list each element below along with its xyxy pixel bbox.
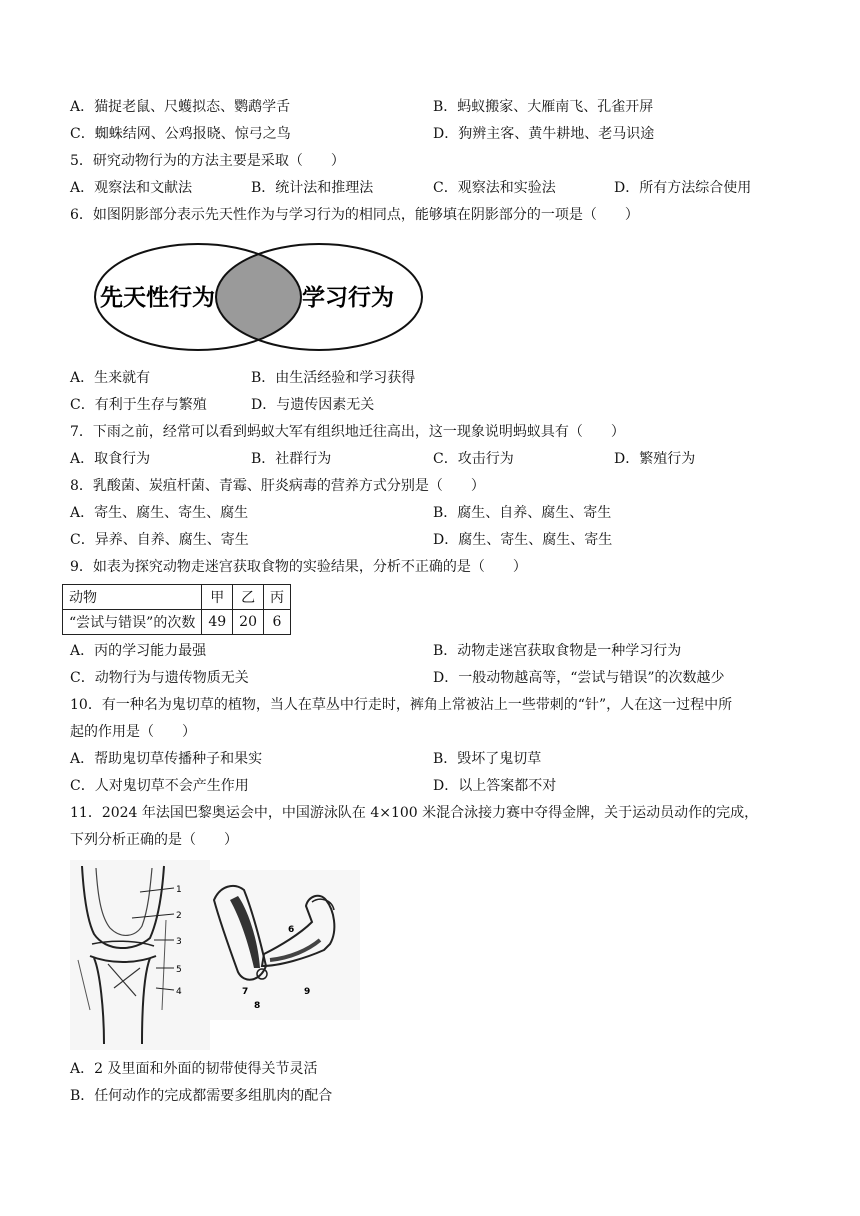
knee-label-2: 2 — [176, 911, 182, 921]
q8-stem: 8．乳酸菌、炭疽杆菌、青霉、肝炎病毒的营养方式分别是（ ） — [70, 478, 485, 494]
q4-option-d: D．狗辨主客、黄牛耕地、老马识途 — [433, 126, 655, 142]
q10-option-c: C．人对鬼切草不会产生作用 — [70, 778, 249, 794]
venn-left-label: 先天性行为 — [100, 285, 215, 311]
q7-option-b: B．社群行为 — [251, 451, 332, 467]
knee-label-1: 1 — [176, 885, 182, 895]
q9-results-table — [62, 584, 291, 635]
q10-option-d: D．以上答案都不对 — [433, 778, 557, 794]
q8-option-b: B．腐生、自养、腐生、寄生 — [433, 505, 612, 521]
arm-label-7: 7 — [242, 987, 249, 997]
table-header-cell: 乙 — [233, 585, 264, 610]
arm-muscle-diagram — [200, 870, 360, 1020]
table-header-cell: 甲 — [202, 585, 233, 610]
q11-stem-line2: 下列分析正确的是（ ） — [70, 832, 238, 848]
venn-right-label: 学习行为 — [302, 285, 394, 311]
q10-option-b: B．毁坏了鬼切草 — [433, 751, 542, 767]
table-cell: “尝试与错误”的次数 — [63, 610, 202, 635]
q11-option-b: B．任何动作的完成都需要多组肌肉的配合 — [70, 1088, 333, 1104]
q7-stem: 7．下雨之前，经常可以看到蚂蚁大军有组织地迁往高出，这一现象说明蚂蚁具有（ ） — [70, 424, 625, 440]
q7-option-c: C．攻击行为 — [433, 451, 514, 467]
q5-option-c: C．观察法和实验法 — [433, 180, 556, 196]
q5-stem: 5．研究动物行为的方法主要是采取（ ） — [70, 153, 345, 169]
q5-option-a: A．观察法和文献法 — [70, 180, 193, 196]
q6-option-a: A．生来就有 — [70, 370, 151, 386]
q10-stem-line1: 10．有一种名为鬼切草的植物，当人在草丛中行走时，裤角上常被沾上一些带刺的“针”，人在这一过程中所 — [70, 697, 733, 713]
q4-option-c: C．蜘蛛结网、公鸡报晓、惊弓之鸟 — [70, 126, 291, 142]
q5-option-d: D．所有方法综合使用 — [614, 180, 752, 196]
q9-stem: 9．如表为探究动物走迷宫获取食物的实验结果，分析不正确的是（ ） — [70, 559, 527, 575]
q10-option-a: A．帮助鬼切草传播种子和果实 — [70, 751, 263, 767]
q7-option-a: A．取食行为 — [70, 451, 151, 467]
knee-label-3: 3 — [176, 937, 182, 947]
arm-label-8: 8 — [254, 1001, 261, 1011]
q11-stem-line1: 11．2024 年法国巴黎奥运会中，中国游泳队在 4×100 米混合泳接力赛中夺得金牌，关于运动员动作的完成， — [70, 805, 759, 821]
q4-option-a: A．猫捉老鼠、尺蠖拟态、鹦鹉学舌 — [70, 99, 291, 115]
table-cell: 6 — [263, 610, 290, 635]
q8-option-d: D．腐生、寄生、腐生、寄生 — [433, 532, 613, 548]
table-row — [63, 610, 291, 635]
q9-option-b: B．动物走迷宫获取食物是一种学习行为 — [433, 643, 682, 659]
table-header-cell: 动物 — [63, 585, 202, 610]
q6-option-d: D．与遗传因素无关 — [251, 397, 375, 413]
q8-option-c: C．异养、自养、腐生、寄生 — [70, 532, 249, 548]
arm-label-9: 9 — [304, 987, 311, 997]
knee-label-5: 5 — [176, 965, 182, 975]
q6-option-b: B．由生活经验和学习获得 — [251, 370, 416, 386]
q11-option-a: A．2 及里面和外面的韧带使得关节灵活 — [70, 1061, 318, 1077]
q8-option-a: A．寄生、腐生、寄生、腐生 — [70, 505, 249, 521]
q9-option-c: C．动物行为与遗传物质无关 — [70, 670, 249, 686]
q9-option-d: D．一般动物越高等，“尝试与错误”的次数越少 — [433, 670, 725, 686]
table-cell: 20 — [233, 610, 264, 635]
q4-option-b: B．蚂蚁搬家、大雁南飞、孔雀开屏 — [433, 99, 654, 115]
arm-label-6: 6 — [288, 925, 295, 935]
q5-option-b: B．统计法和推理法 — [251, 180, 374, 196]
knee-joint-diagram — [70, 860, 210, 1050]
venn-diagram — [94, 242, 424, 352]
q9-option-a: A．丙的学习能力最强 — [70, 643, 207, 659]
q6-option-c: C．有利于生存与繁殖 — [70, 397, 207, 413]
table-header-row — [63, 585, 291, 610]
q6-stem: 6．如图阴影部分表示先天性作为与学习行为的相同点，能够填在阴影部分的一项是（ ） — [70, 207, 639, 223]
table-header-cell: 丙 — [263, 585, 290, 610]
q10-stem-line2: 起的作用是（ ） — [70, 724, 196, 740]
knee-label-4: 4 — [176, 987, 182, 997]
q7-option-d: D．繁殖行为 — [614, 451, 696, 467]
table-cell: 49 — [202, 610, 233, 635]
